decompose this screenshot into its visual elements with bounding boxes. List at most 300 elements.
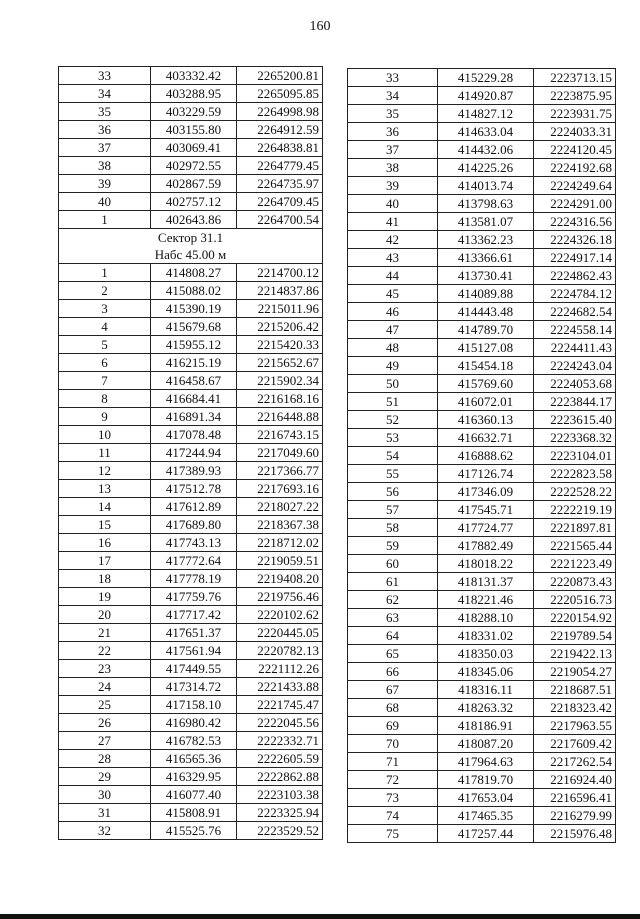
x-coordinate-cell: 414789.70	[438, 321, 534, 339]
x-coordinate-cell: 414089.88	[438, 285, 534, 303]
point-number-cell: 36	[59, 121, 151, 139]
x-coordinate-cell: 416782.53	[151, 732, 237, 750]
point-number-cell: 38	[348, 159, 438, 177]
table-row	[348, 231, 616, 249]
x-coordinate-cell: 415088.02	[151, 282, 237, 300]
x-coordinate-cell: 418288.10	[438, 609, 534, 627]
y-coordinate-cell: 2264838.81	[237, 139, 323, 157]
x-coordinate-cell: 415390.19	[151, 300, 237, 318]
point-number-cell: 26	[59, 714, 151, 732]
y-coordinate-cell: 2222605.59	[237, 750, 323, 768]
point-number-cell: 62	[348, 591, 438, 609]
y-coordinate-cell: 2218027.22	[237, 498, 323, 516]
y-coordinate-cell: 2224326.18	[534, 231, 616, 249]
point-number-cell: 37	[59, 139, 151, 157]
x-coordinate-cell: 417819.70	[438, 771, 534, 789]
point-number-cell: 32	[59, 822, 151, 840]
y-coordinate-cell: 2224249.64	[534, 177, 616, 195]
point-number-cell: 52	[348, 411, 438, 429]
x-coordinate-cell: 418350.03	[438, 645, 534, 663]
x-coordinate-cell: 417257.44	[438, 825, 534, 843]
y-coordinate-cell: 2216279.99	[534, 807, 616, 825]
table-row	[59, 103, 323, 121]
y-coordinate-cell: 2219422.13	[534, 645, 616, 663]
x-coordinate-cell: 417653.04	[438, 789, 534, 807]
table-row	[59, 606, 323, 624]
y-coordinate-cell: 2224120.45	[534, 141, 616, 159]
point-number-cell: 45	[348, 285, 438, 303]
point-number-cell: 34	[59, 85, 151, 103]
y-coordinate-cell: 2224558.14	[534, 321, 616, 339]
y-coordinate-cell: 2222045.56	[237, 714, 323, 732]
x-coordinate-cell: 402972.55	[151, 157, 237, 175]
table-row	[348, 177, 616, 195]
y-coordinate-cell: 2223931.75	[534, 105, 616, 123]
y-coordinate-cell: 2222528.22	[534, 483, 616, 501]
y-coordinate-cell: 2264912.59	[237, 121, 323, 139]
y-coordinate-cell: 2223103.38	[237, 786, 323, 804]
point-number-cell: 75	[348, 825, 438, 843]
point-number-cell: 39	[348, 177, 438, 195]
table-row	[59, 408, 323, 426]
table-row	[59, 552, 323, 570]
point-number-cell: 10	[59, 426, 151, 444]
table-row	[59, 372, 323, 390]
x-coordinate-cell: 417724.77	[438, 519, 534, 537]
table-row	[348, 123, 616, 141]
table-row	[59, 354, 323, 372]
y-coordinate-cell: 2224243.04	[534, 357, 616, 375]
point-number-cell: 15	[59, 516, 151, 534]
y-coordinate-cell: 2217963.55	[534, 717, 616, 735]
point-number-cell: 24	[59, 678, 151, 696]
x-coordinate-cell: 416072.01	[438, 393, 534, 411]
x-coordinate-cell: 417882.49	[438, 537, 534, 555]
table-row	[59, 750, 323, 768]
x-coordinate-cell: 416632.71	[438, 429, 534, 447]
y-coordinate-cell: 2217049.60	[237, 444, 323, 462]
point-number-cell: 44	[348, 267, 438, 285]
x-coordinate-cell: 416077.40	[151, 786, 237, 804]
table-row	[348, 537, 616, 555]
x-coordinate-cell: 416891.34	[151, 408, 237, 426]
table-row	[59, 426, 323, 444]
point-number-cell: 35	[348, 105, 438, 123]
table-row	[348, 141, 616, 159]
table-row	[348, 789, 616, 807]
point-number-cell: 68	[348, 699, 438, 717]
x-coordinate-cell: 416329.95	[151, 768, 237, 786]
point-number-cell: 22	[59, 642, 151, 660]
x-coordinate-cell: 414432.06	[438, 141, 534, 159]
point-number-cell: 64	[348, 627, 438, 645]
x-coordinate-cell: 413581.07	[438, 213, 534, 231]
point-number-cell: 59	[348, 537, 438, 555]
x-coordinate-cell: 417512.78	[151, 480, 237, 498]
x-coordinate-cell: 416888.62	[438, 447, 534, 465]
x-coordinate-cell: 416458.67	[151, 372, 237, 390]
table-row	[59, 498, 323, 516]
point-number-cell: 33	[348, 69, 438, 87]
x-coordinate-cell: 418263.32	[438, 699, 534, 717]
y-coordinate-cell: 2219756.46	[237, 588, 323, 606]
x-coordinate-cell: 413366.61	[438, 249, 534, 267]
x-coordinate-cell: 415525.76	[151, 822, 237, 840]
y-coordinate-cell: 2215902.34	[237, 372, 323, 390]
table-row	[348, 159, 616, 177]
table-row	[59, 193, 323, 211]
table-row	[59, 786, 323, 804]
y-coordinate-cell: 2216596.41	[534, 789, 616, 807]
x-coordinate-cell: 413362.23	[438, 231, 534, 249]
x-coordinate-cell: 403229.59	[151, 103, 237, 121]
table-row	[348, 249, 616, 267]
x-coordinate-cell: 417743.13	[151, 534, 237, 552]
point-number-cell: 33	[59, 67, 151, 85]
table-row	[348, 519, 616, 537]
x-coordinate-cell: 417244.94	[151, 444, 237, 462]
point-number-cell: 1	[59, 211, 151, 229]
x-coordinate-cell: 418316.11	[438, 681, 534, 699]
y-coordinate-cell: 2221433.88	[237, 678, 323, 696]
point-number-cell: 19	[59, 588, 151, 606]
point-number-cell: 7	[59, 372, 151, 390]
x-coordinate-cell: 417561.94	[151, 642, 237, 660]
y-coordinate-cell: 2219789.54	[534, 627, 616, 645]
y-coordinate-cell: 2222332.71	[237, 732, 323, 750]
table-row	[59, 300, 323, 318]
table-row	[348, 303, 616, 321]
y-coordinate-cell: 2223615.40	[534, 411, 616, 429]
point-number-cell: 18	[59, 570, 151, 588]
y-coordinate-cell: 2216924.40	[534, 771, 616, 789]
table-row	[348, 555, 616, 573]
point-number-cell: 9	[59, 408, 151, 426]
table-row	[348, 195, 616, 213]
x-coordinate-cell: 416215.19	[151, 354, 237, 372]
table-row	[348, 609, 616, 627]
x-coordinate-cell: 415127.08	[438, 339, 534, 357]
table-row	[59, 714, 323, 732]
y-coordinate-cell: 2222862.88	[237, 768, 323, 786]
table-row	[59, 822, 323, 840]
y-coordinate-cell: 2264998.98	[237, 103, 323, 121]
table-row	[59, 768, 323, 786]
y-coordinate-cell: 2215652.67	[237, 354, 323, 372]
point-number-cell: 21	[59, 624, 151, 642]
y-coordinate-cell: 2217609.42	[534, 735, 616, 753]
point-number-cell: 48	[348, 339, 438, 357]
point-number-cell: 37	[348, 141, 438, 159]
y-coordinate-cell: 2216448.88	[237, 408, 323, 426]
table-row	[59, 157, 323, 175]
table-row	[59, 121, 323, 139]
table-row	[59, 390, 323, 408]
point-number-cell: 55	[348, 465, 438, 483]
x-coordinate-cell: 417612.89	[151, 498, 237, 516]
x-coordinate-cell: 415769.60	[438, 375, 534, 393]
point-number-cell: 50	[348, 375, 438, 393]
point-number-cell: 71	[348, 753, 438, 771]
y-coordinate-cell: 2221897.81	[534, 519, 616, 537]
x-coordinate-cell: 416565.36	[151, 750, 237, 768]
y-coordinate-cell: 2218712.02	[237, 534, 323, 552]
table-row	[348, 339, 616, 357]
point-number-cell: 57	[348, 501, 438, 519]
coordinates-table-right	[347, 68, 616, 843]
table-row	[348, 825, 616, 843]
point-number-cell: 54	[348, 447, 438, 465]
point-number-cell: 13	[59, 480, 151, 498]
x-coordinate-cell: 417651.37	[151, 624, 237, 642]
point-number-cell: 31	[59, 804, 151, 822]
y-coordinate-cell: 2220154.92	[534, 609, 616, 627]
x-coordinate-cell: 415955.12	[151, 336, 237, 354]
table-row	[348, 393, 616, 411]
table-row	[348, 375, 616, 393]
table-row	[348, 357, 616, 375]
point-number-cell: 6	[59, 354, 151, 372]
table-row	[59, 516, 323, 534]
y-coordinate-cell: 2224682.54	[534, 303, 616, 321]
table-row	[348, 753, 616, 771]
x-coordinate-cell: 417689.80	[151, 516, 237, 534]
y-coordinate-cell: 2265095.85	[237, 85, 323, 103]
table-row	[348, 411, 616, 429]
point-number-cell: 58	[348, 519, 438, 537]
table-row	[59, 624, 323, 642]
y-coordinate-cell: 2217366.77	[237, 462, 323, 480]
point-number-cell: 42	[348, 231, 438, 249]
table-row	[348, 429, 616, 447]
y-coordinate-cell: 2216743.15	[237, 426, 323, 444]
x-coordinate-cell: 417759.76	[151, 588, 237, 606]
sector-altitude: Набс 45.00 м	[154, 247, 227, 262]
x-coordinate-cell: 414808.27	[151, 264, 237, 282]
point-number-cell: 11	[59, 444, 151, 462]
y-coordinate-cell: 2217262.54	[534, 753, 616, 771]
table-row	[59, 336, 323, 354]
table-row	[348, 807, 616, 825]
y-coordinate-cell: 2223325.94	[237, 804, 323, 822]
table-row	[348, 699, 616, 717]
x-coordinate-cell: 417346.09	[438, 483, 534, 501]
table-row	[59, 67, 323, 85]
y-coordinate-cell: 2215206.42	[237, 318, 323, 336]
y-coordinate-cell: 2220445.05	[237, 624, 323, 642]
y-coordinate-cell: 2222823.58	[534, 465, 616, 483]
table-row	[59, 462, 323, 480]
table-row	[59, 282, 323, 300]
x-coordinate-cell: 403069.41	[151, 139, 237, 157]
scan-bottom-edge	[0, 914, 640, 919]
y-coordinate-cell: 2224917.14	[534, 249, 616, 267]
point-number-cell: 46	[348, 303, 438, 321]
y-coordinate-cell: 2223368.32	[534, 429, 616, 447]
point-number-cell: 51	[348, 393, 438, 411]
y-coordinate-cell: 2223875.95	[534, 87, 616, 105]
point-number-cell: 34	[348, 87, 438, 105]
x-coordinate-cell: 417465.35	[438, 807, 534, 825]
point-number-cell: 73	[348, 789, 438, 807]
point-number-cell: 49	[348, 357, 438, 375]
x-coordinate-cell: 416980.42	[151, 714, 237, 732]
table-row	[348, 321, 616, 339]
x-coordinate-cell: 402757.12	[151, 193, 237, 211]
x-coordinate-cell: 413730.41	[438, 267, 534, 285]
x-coordinate-cell: 417126.74	[438, 465, 534, 483]
y-coordinate-cell: 2218323.42	[534, 699, 616, 717]
page-number: 160	[309, 19, 331, 34]
table-row	[59, 139, 323, 157]
y-coordinate-cell: 2220873.43	[534, 573, 616, 591]
y-coordinate-cell: 2220782.13	[237, 642, 323, 660]
table-row	[59, 678, 323, 696]
y-coordinate-cell: 2264779.45	[237, 157, 323, 175]
table-row	[59, 85, 323, 103]
coordinates-table-left	[58, 66, 323, 840]
point-number-cell: 12	[59, 462, 151, 480]
x-coordinate-cell: 403288.95	[151, 85, 237, 103]
table-row	[59, 570, 323, 588]
x-coordinate-cell: 417389.93	[151, 462, 237, 480]
table-row	[59, 264, 323, 282]
x-coordinate-cell: 417314.72	[151, 678, 237, 696]
point-number-cell: 29	[59, 768, 151, 786]
x-coordinate-cell: 417545.71	[438, 501, 534, 519]
x-coordinate-cell: 415454.18	[438, 357, 534, 375]
table-row	[348, 105, 616, 123]
x-coordinate-cell: 417778.19	[151, 570, 237, 588]
y-coordinate-cell: 2221745.47	[237, 696, 323, 714]
x-coordinate-cell: 416684.41	[151, 390, 237, 408]
point-number-cell: 53	[348, 429, 438, 447]
table-row	[59, 588, 323, 606]
point-number-cell: 1	[59, 264, 151, 282]
y-coordinate-cell: 2215011.96	[237, 300, 323, 318]
table-row	[348, 627, 616, 645]
x-coordinate-cell: 417717.42	[151, 606, 237, 624]
y-coordinate-cell: 2264735.97	[237, 175, 323, 193]
point-number-cell: 25	[59, 696, 151, 714]
y-coordinate-cell: 2218367.38	[237, 516, 323, 534]
y-coordinate-cell: 2215420.33	[237, 336, 323, 354]
point-number-cell: 74	[348, 807, 438, 825]
y-coordinate-cell: 2219408.20	[237, 570, 323, 588]
y-coordinate-cell: 2224411.43	[534, 339, 616, 357]
y-coordinate-cell: 2218687.51	[534, 681, 616, 699]
point-number-cell: 69	[348, 717, 438, 735]
x-coordinate-cell: 414827.12	[438, 105, 534, 123]
y-coordinate-cell: 2224316.56	[534, 213, 616, 231]
y-coordinate-cell: 2220102.62	[237, 606, 323, 624]
y-coordinate-cell: 2215976.48	[534, 825, 616, 843]
point-number-cell: 47	[348, 321, 438, 339]
table-row	[59, 696, 323, 714]
table-row	[348, 645, 616, 663]
table-row	[348, 771, 616, 789]
x-coordinate-cell: 418221.46	[438, 591, 534, 609]
table-row	[348, 447, 616, 465]
y-coordinate-cell: 2224784.12	[534, 285, 616, 303]
x-coordinate-cell: 403332.42	[151, 67, 237, 85]
x-coordinate-cell: 418018.22	[438, 555, 534, 573]
y-coordinate-cell: 2264700.54	[237, 211, 323, 229]
y-coordinate-cell: 2216168.16	[237, 390, 323, 408]
table-row	[348, 213, 616, 231]
table-row	[348, 681, 616, 699]
x-coordinate-cell: 417964.63	[438, 753, 534, 771]
point-number-cell: 40	[348, 195, 438, 213]
table-row	[348, 735, 616, 753]
x-coordinate-cell: 415229.28	[438, 69, 534, 87]
x-coordinate-cell: 417772.64	[151, 552, 237, 570]
y-coordinate-cell: 2219054.27	[534, 663, 616, 681]
point-number-cell: 17	[59, 552, 151, 570]
y-coordinate-cell: 2221112.26	[237, 660, 323, 678]
table-row	[59, 732, 323, 750]
x-coordinate-cell: 414920.87	[438, 87, 534, 105]
y-coordinate-cell: 2223104.01	[534, 447, 616, 465]
table-row	[348, 465, 616, 483]
x-coordinate-cell: 414443.48	[438, 303, 534, 321]
point-number-cell: 20	[59, 606, 151, 624]
y-coordinate-cell: 2223529.52	[237, 822, 323, 840]
point-number-cell: 8	[59, 390, 151, 408]
x-coordinate-cell: 415679.68	[151, 318, 237, 336]
x-coordinate-cell: 414225.26	[438, 159, 534, 177]
table-row	[348, 717, 616, 735]
point-number-cell: 43	[348, 249, 438, 267]
point-number-cell: 23	[59, 660, 151, 678]
y-coordinate-cell: 2224033.31	[534, 123, 616, 141]
table-row	[59, 480, 323, 498]
x-coordinate-cell: 417158.10	[151, 696, 237, 714]
table-row	[59, 534, 323, 552]
sector-title: Сектор 31.1	[157, 230, 224, 245]
point-number-cell: 60	[348, 555, 438, 573]
point-number-cell: 41	[348, 213, 438, 231]
table-row	[59, 318, 323, 336]
point-number-cell: 36	[348, 123, 438, 141]
table-row	[348, 663, 616, 681]
table-row	[348, 483, 616, 501]
x-coordinate-cell: 415808.91	[151, 804, 237, 822]
point-number-cell: 4	[59, 318, 151, 336]
y-coordinate-cell: 2219059.51	[237, 552, 323, 570]
table-row	[348, 267, 616, 285]
y-coordinate-cell: 2223844.17	[534, 393, 616, 411]
table-row	[59, 804, 323, 822]
y-coordinate-cell: 2222219.19	[534, 501, 616, 519]
x-coordinate-cell: 414633.04	[438, 123, 534, 141]
table-row	[59, 444, 323, 462]
x-coordinate-cell: 402867.59	[151, 175, 237, 193]
point-number-cell: 72	[348, 771, 438, 789]
y-coordinate-cell: 2223713.15	[534, 69, 616, 87]
y-coordinate-cell: 2217693.16	[237, 480, 323, 498]
point-number-cell: 67	[348, 681, 438, 699]
table-row	[348, 69, 616, 87]
y-coordinate-cell: 2224291.00	[534, 195, 616, 213]
point-number-cell: 39	[59, 175, 151, 193]
x-coordinate-cell: 418087.20	[438, 735, 534, 753]
x-coordinate-cell: 402643.86	[151, 211, 237, 229]
point-number-cell: 27	[59, 732, 151, 750]
point-number-cell: 65	[348, 645, 438, 663]
point-number-cell: 61	[348, 573, 438, 591]
x-coordinate-cell: 418345.06	[438, 663, 534, 681]
